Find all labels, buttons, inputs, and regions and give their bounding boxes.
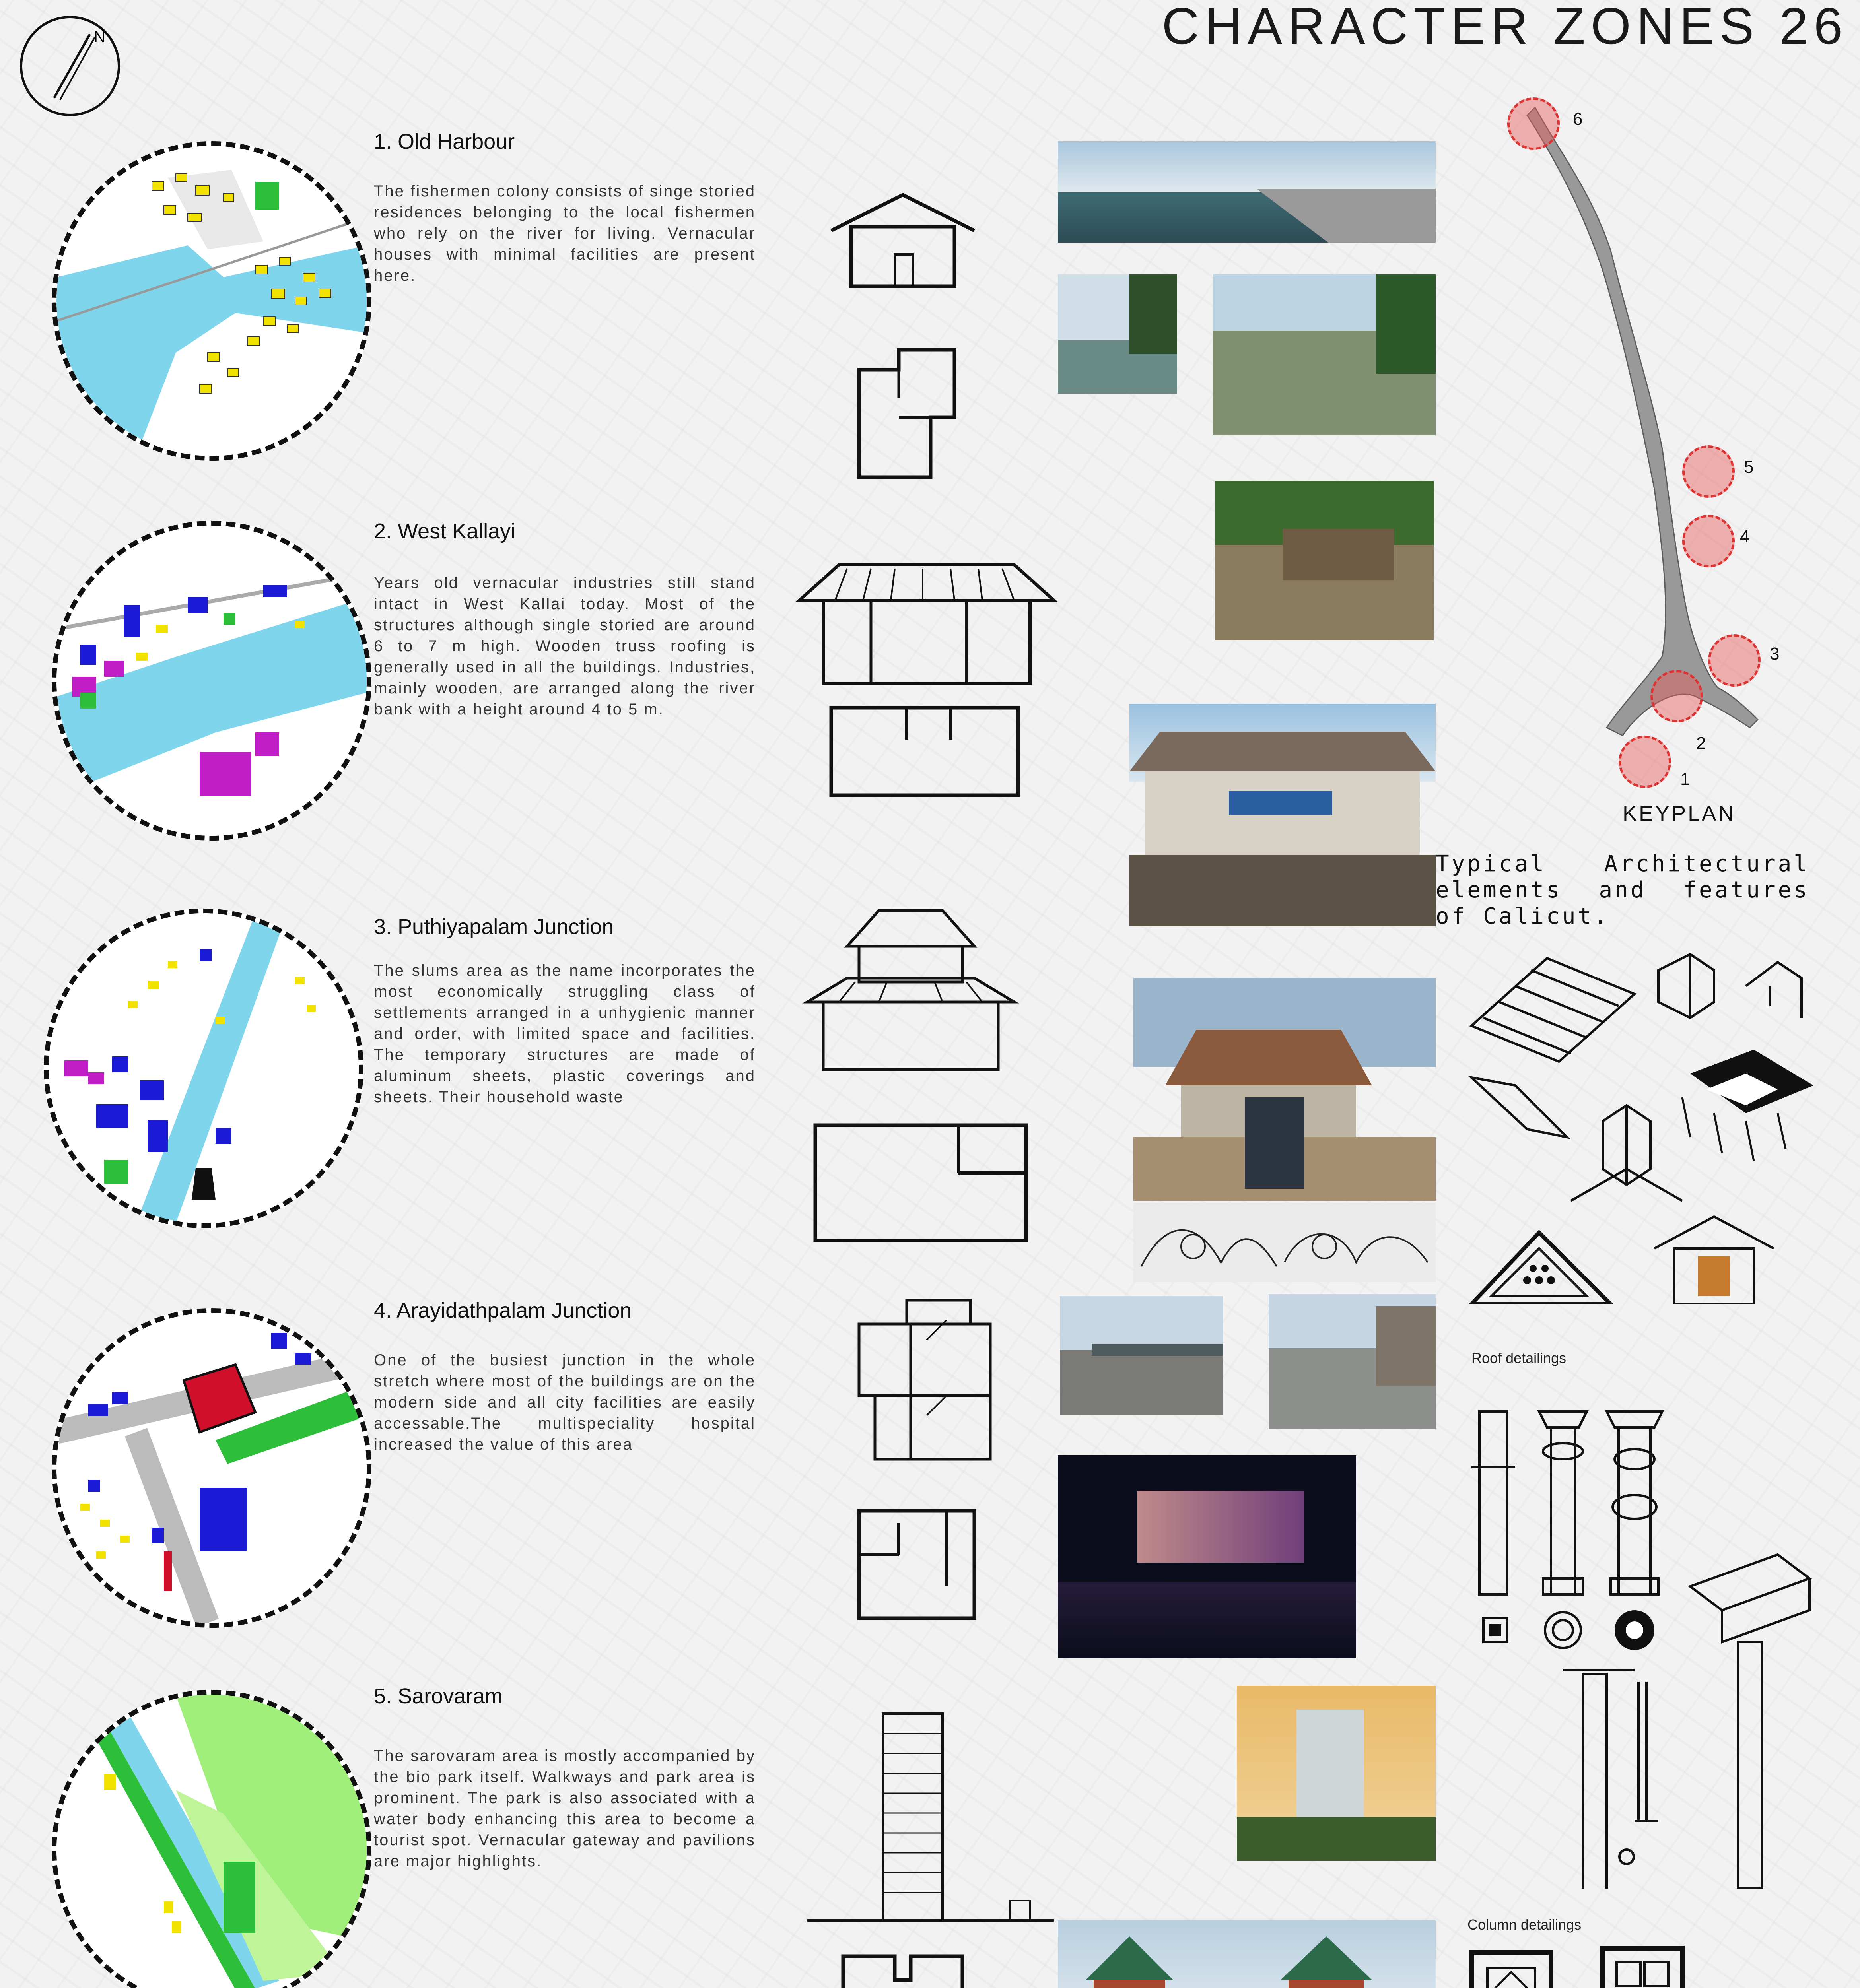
zone-4-plan-sketch [855, 1507, 982, 1626]
keyplan-marker-6 [1507, 97, 1560, 150]
photo-hospital-night [1058, 1455, 1356, 1658]
zone-5-plan-sketch [835, 1948, 970, 1988]
svg-text:N: N [94, 28, 105, 46]
photo-flyover-junction [1060, 1296, 1223, 1415]
keyplan-marker-1 [1619, 736, 1671, 788]
zone-2-map [52, 521, 371, 841]
north-arrow-icon [20, 16, 120, 116]
page-title: CHARACTER ZONES 26 [1162, 0, 1848, 55]
zone-4-map [52, 1308, 371, 1628]
keyplan-title: KEYPLAN [1623, 802, 1736, 825]
keyplan-marker-3 [1708, 634, 1761, 687]
photo-harbour-bridge [1058, 141, 1436, 243]
column-elements-drawings [1467, 1404, 1817, 1889]
photo-heritage-building [1129, 704, 1436, 926]
zone-4-text: One of the busiest junction in the whole stretch where most of the buildings are on the modern side and all city facilities are easily accessable.The multispeciality hospital increased the value of this area [374, 1351, 756, 1453]
zone-3-map [44, 909, 363, 1228]
zone-2-title: 2. West Kallayi [374, 519, 516, 543]
zone-5-text: The sarovaram area is mostly accompanied by the bio park itself. Walkways and park area is prominent. The park is also associated with a water body enhancing this area to become a tourist spot. Vernacular gateway and pavilions are major highlights. [374, 1747, 756, 1870]
ceiling-elements-drawings [1467, 1944, 1690, 1988]
zone-2-plan-sketch [827, 704, 1026, 803]
zone-1-title: 1. Old Harbour [374, 130, 515, 153]
zone-3-text: The slums area as the name incorporates the most economically struggling class of settlements arranged in a unhygienic manner and order, with limited space and facilities. The temporary structures are made of aluminum sheets, plastic coverings and sheets. Their household waste [374, 962, 756, 1106]
zone-5-elevation-sketch [807, 1702, 1054, 1924]
keyplan-marker-2 [1650, 670, 1703, 722]
photo-carving-sketch [1133, 1203, 1436, 1282]
photo-city-road [1269, 1294, 1436, 1429]
zone-4-title: 4. Arayidathpalam Junction [374, 1299, 632, 1322]
zone-3-elevation-sketch [799, 903, 1022, 1077]
photo-river-mouth [1213, 274, 1436, 435]
zone-2-elevation-sketch [791, 553, 1062, 688]
elements-heading: Typical Architectural elements and features of Calicut. [1436, 851, 1809, 929]
keyplan-label-2: 2 [1696, 734, 1706, 753]
zone-5-title: 5. Sarovaram [374, 1684, 503, 1708]
zone-2-text: Years old vernacular industries still stand intact in West Kallai today. Most of the structures although single storied are around 6 to 7 m high. Wooden truss roofing is generally used in all the buildings. Industries, mainly wooden, are arranged along the river bank with a height around 4 to 5 m. [374, 574, 756, 718]
keyplan-label-1: 1 [1680, 769, 1690, 789]
keyplan-label-4: 4 [1740, 527, 1750, 546]
column-caption: Column detailings [1467, 1916, 1582, 1933]
photo-slum-street [1133, 978, 1436, 1201]
zone-1-plan-sketch [851, 342, 962, 485]
zone-4-elevation-sketch [851, 1296, 1010, 1463]
roof-caption: Roof detailings [1471, 1350, 1567, 1366]
zone-1-text: The fishermen colony consists of singe storied residences belonging to the local fishermen who rely on the river for living. Vernacular houses with minimal facilities are present here. [374, 182, 756, 284]
zone-1-elevation-sketch [819, 187, 986, 290]
keyplan-label-6: 6 [1573, 109, 1583, 129]
zone-3-title: 3. Puthiyapalam Junction [374, 915, 614, 939]
keyplan-label-3: 3 [1770, 644, 1780, 664]
zone-1-map [52, 141, 371, 461]
keyplan-marker-5 [1682, 445, 1735, 498]
photo-old-house [1215, 481, 1434, 640]
roof-elements-drawings [1467, 946, 1817, 1304]
photo-boats [1058, 274, 1177, 394]
photo-apartment-tower [1237, 1686, 1436, 1861]
keyplan-marker-4 [1682, 515, 1735, 567]
zone-3-plan-sketch [811, 1121, 1034, 1248]
photo-sarovaram-gateway [1058, 1920, 1436, 1988]
keyplan-label-5: 5 [1744, 457, 1754, 477]
